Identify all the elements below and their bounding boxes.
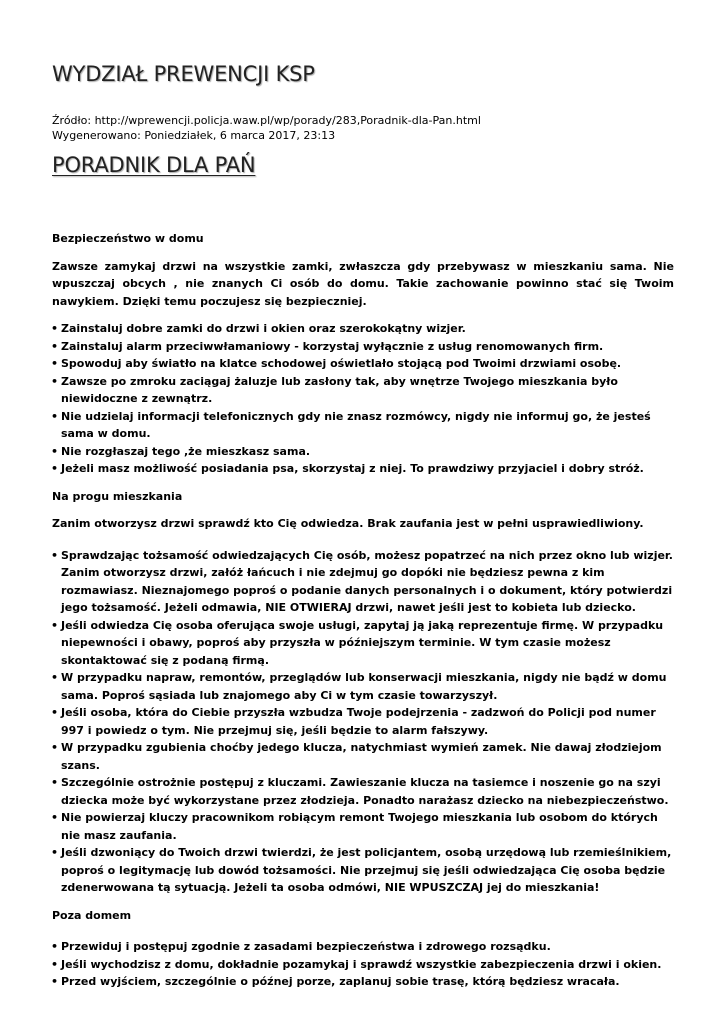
- section-intro-door: Zanim otworzysz drzwi sprawdź kto Cię odwiedza. Brak zaufania jest w pełni usprawiedliwiony.: [52, 517, 644, 530]
- list-item: • Przewiduj i postępuj zgodnie z zasadami bezpieczeństwa i zdrowego rozsądku.: [52, 938, 674, 956]
- list-outside: [52, 938, 674, 991]
- list-item: • Przed wyjściem, szczególnie o późnej porze, zaplanuj sobie trasę, którą będziesz wracała.: [52, 973, 674, 991]
- list-home: [52, 320, 674, 478]
- list-item: • Nie powierzaj kluczy pracownikom robiącym remont Twojego mieszkania lub osobom do których nie masz zaufania.: [52, 809, 674, 844]
- list-item: • Zainstaluj dobre zamki do drzwi i okien oraz szerokokątny wizjer.: [52, 320, 674, 338]
- section-intro-home: Zawsze zamykaj drzwi na wszystkie zamki, zwłaszcza gdy przebywasz w mieszkaniu sama. Nie wpuszczaj obcych , nie znanych Ci osób do domu. Takie zachowanie powinno stać się Twoim nawykiem. Dzięki temu poczujesz się bezpieczniej.: [52, 259, 674, 308]
- section-heading-outside: Poza domem: [52, 908, 132, 922]
- list-item: • Zainstaluj alarm przeciwwłamaniowy - korzystaj wyłącznie z usług renomowanych firm.: [52, 338, 674, 356]
- list-item: • Zawsze po zmroku zaciągaj żaluzje lub zasłony tak, aby wnętrze Twojego mieszkania było niewidoczne z zewnątrz.: [52, 373, 674, 408]
- list-item: • Jeśli odwiedza Cię osoba oferująca swoje usługi, zapytaj ją jaką reprezentuje firmę. W przypadku niepewności i obawy, poproś aby przyszła w późniejszym terminie. W tym czasie możesz skontaktować się z podaną firmą.: [52, 617, 674, 670]
- list-item: • Jeśli wychodzisz z domu, dokładnie pozamykaj i sprawdź wszystkie zabezpieczenia drzwi i okien.: [52, 956, 674, 974]
- list-item: • Nie rozgłaszaj tego ,że mieszkasz sama.: [52, 443, 674, 461]
- list-item: • Jeśli dzwoniący do Twoich drzwi twierdzi, że jest policjantem, osobą urzędową lub rzemieślnikiem, poproś o legitymację lub dowód tożsamości. Nie przejmuj się jeśli odwiedzająca Cię osoba będzie zdenerwowana tą sytuacją. Jeżeli ta osoba odmówi, NIE WPUSZCZAJ jej do mieszkania!: [52, 844, 674, 897]
- site-title: WYDZIAŁ PREWENCJI KSP: [52, 62, 315, 86]
- source-line: Źródło: http://wprewencji.policja.waw.pl/wp/porady/283,Poradnik-dla-Pan.html: [52, 114, 481, 127]
- list-item: • Jeżeli masz możliwość posiadania psa, skorzystaj z niej. To prawdziwy przyjaciel i dobry stróż.: [52, 460, 674, 478]
- document-content: [52, 230, 674, 1001]
- list-item: • W przypadku napraw, remontów, przeglądów lub konserwacji mieszkania, nigdy nie bądź w domu sama. Poproś sąsiada lub znajomego aby Ci w tym czasie towarzyszył.: [52, 669, 674, 704]
- list-item: • Szczególnie ostrożnie postępuj z kluczami. Zawieszanie klucza na tasiemce i noszenie go na szyi dziecka może być wykorzystane przez złodzieja. Ponadto narażasz dziecko na niebezpieczeństwo.: [52, 774, 674, 809]
- document-title: [52, 153, 255, 177]
- list-item: • Spowoduj aby światło na klatce schodowej oświetlało stojącą pod Twoimi drzwiami osobę.: [52, 355, 674, 373]
- generated-line: Wygenerowano: Poniedziałek, 6 marca 2017, 23:13: [52, 129, 336, 142]
- list-item: • Sprawdzając tożsamość odwiedzających Cię osób, możesz popatrzeć na nich przez okno lub wizjer. Zanim otworzysz drzwi, załóż łańcuch i nie zdejmuj go dopóki nie będziesz pewna z kim rozmawiasz. Nieznajomego poproś o podanie danych personalnych i o dokument, który potwierdzi jego tożsamość. Jeżeli odmawia, NIE OTWIERAJ drzwi, nawet jeśli jest to kobieta lub dziecko.: [52, 547, 674, 617]
- document-title-text: PORADNIK DLA PAŃ: [52, 153, 256, 177]
- document-meta: [52, 113, 481, 143]
- list-item: • W przypadku zgubienia choćby jedego klucza, natychmiast wymień zamek. Nie dawaj złodziejom szans.: [52, 739, 674, 774]
- list-item: • Jeśli osoba, która do Ciebie przyszła wzbudza Twoje podejrzenia - zadzwoń do Policji pod numer 997 i powiedz o tym. Nie przejmuj się, jeśli będzie to alarm fałszywy.: [52, 704, 674, 739]
- section-heading-home: Bezpieczeństwo w domu: [52, 232, 204, 245]
- section-heading-door: Na progu mieszkania: [52, 489, 183, 503]
- list-item: • Nie udzielaj informacji telefonicznych gdy nie znasz rozmówcy, nigdy nie informuj go, że jesteś sama w domu.: [52, 408, 674, 443]
- list-door: [52, 547, 674, 897]
